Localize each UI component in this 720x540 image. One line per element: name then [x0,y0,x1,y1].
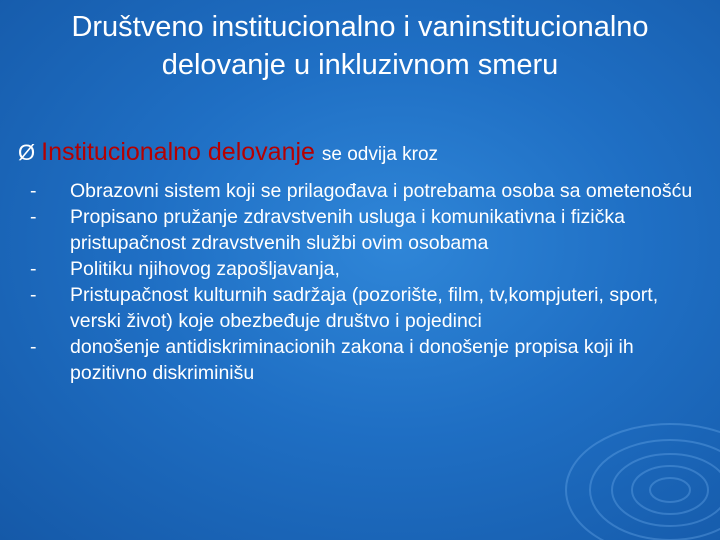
subtitle-rest: se odvija kroz [321,144,439,165]
dash-bullet: - [30,180,37,202]
bullet-list [30,178,700,386]
water-ripple-decoration [520,370,720,540]
list-item [30,334,700,386]
list-item-text: Propisano pružanje zdravstvenih usluga i komunikativna i fizička pristupačnost zdravstvenih službi ovim osobama [70,206,625,254]
list-item [30,204,700,256]
dash-bullet: - [30,206,37,228]
subtitle-line [18,138,438,167]
list-item-text: Obrazovni sistem koji se prilagođava i potrebama osoba sa ometenošću [70,180,693,202]
subtitle-accent: Institucionalno delovanje [41,138,315,166]
arrow-bullet-icon: Ø [18,140,36,165]
dash-bullet: - [30,336,37,358]
list-item-text: Politiku njihovog zapošljavanja, [70,258,340,280]
dash-bullet: - [30,284,37,306]
list-item-text: donošenje antidiskriminacionih zakona i donošenje propisa koji ih pozitivno diskriminišu [70,336,634,384]
dash-bullet: - [30,258,37,280]
list-item [30,256,700,282]
list-item-text: Pristupačnost kulturnih sadržaja (pozorište, film, tv,kompjuteri, sport, verski život) koje obezbeđuje društvo i pojedinci [70,284,659,332]
slide-title: Društveno institucionalno i vaninstitucionalno delovanje u inkluzivnom smeru [71,11,649,81]
list-item [30,282,700,334]
list-item [30,178,700,204]
